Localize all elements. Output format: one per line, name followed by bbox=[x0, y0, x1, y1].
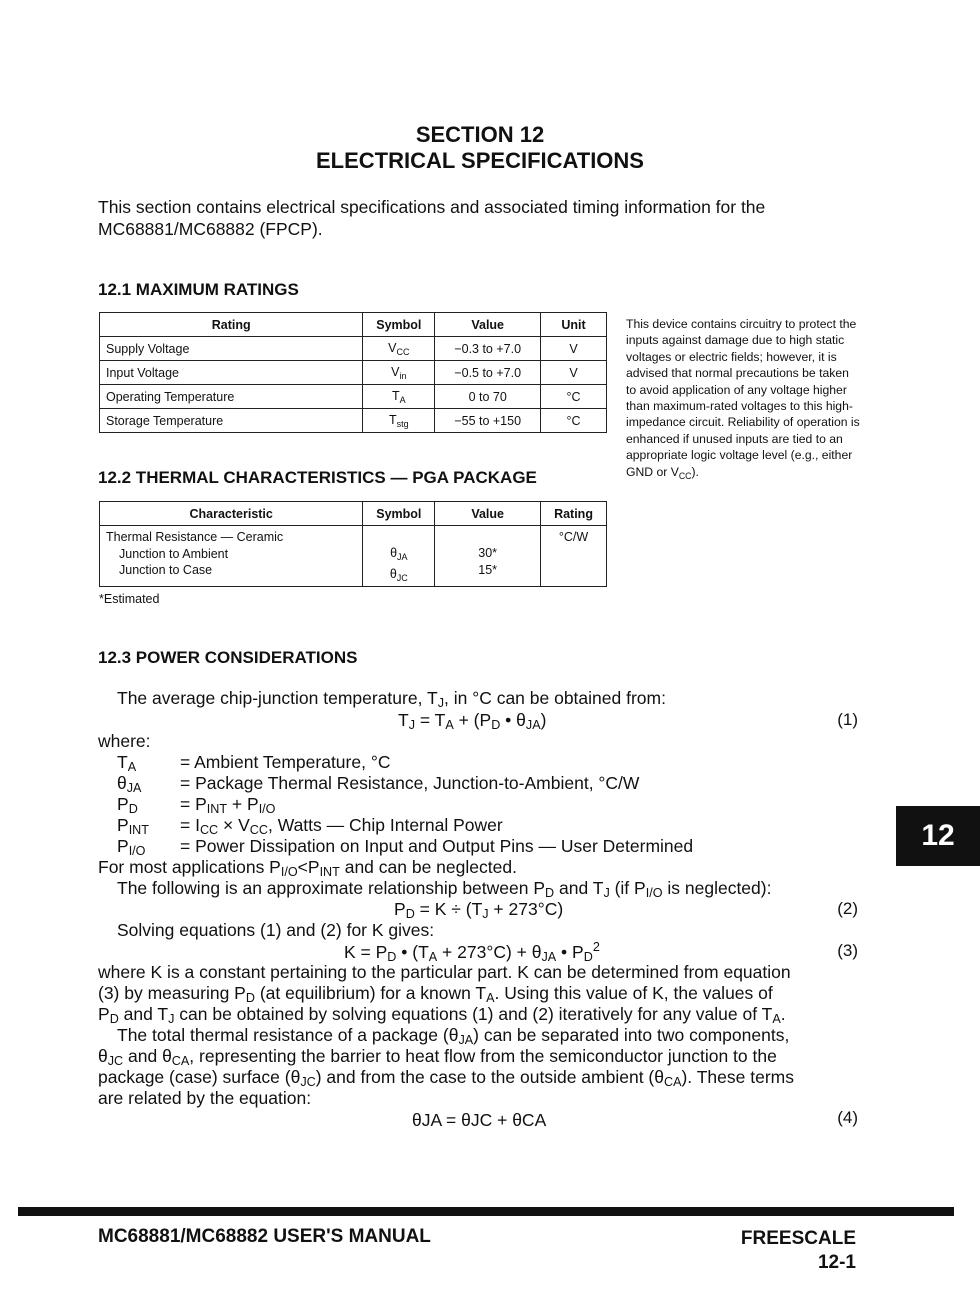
esd-note: This device contains circuitry to protect the inputs against damage due to high static voltages or electric fields; however, it is advised that normal precautions be taken to avoid application of any voltage higher than maximum-rated voltages to this high-impedance circuit. Reliability of operation is enhanced if unused inputs are tied to an appropriate logic voltage level (e.g., either GND or $V_{CC}$). bbox=[626, 317, 860, 481]
table-row bbox=[100, 361, 607, 385]
rating-cell: Storage Temperature bbox=[100, 409, 363, 433]
rating-cell: Supply Voltage bbox=[100, 337, 363, 361]
rating-cell: Operating Temperature bbox=[100, 385, 363, 409]
def-pint: = $I_{CC} \times V_{CC}$, Watts — Chip Internal Power bbox=[180, 815, 503, 837]
thermal-heading: 12.2 THERMAL CHARACTERISTICS — PGA PACKAGE bbox=[98, 468, 537, 487]
thermal-paragraph-line: package (case) surface $(\theta_{JC})$ and from the case to the outside ambient $(\theta_{CA})$. These terms bbox=[98, 1067, 794, 1089]
power-heading: 12.3 POWER CONSIDERATIONS bbox=[98, 648, 358, 667]
equation-2: $P_D = K \div (T_J + 273^\circ C)$ bbox=[394, 899, 564, 921]
intro-paragraph: This section contains electrical specifications and associated timing information for the MC68881/MC68882 (FPCP). bbox=[98, 197, 766, 239]
symbol-cell: $V_{in}$ bbox=[363, 361, 435, 385]
power-intro: The average chip-junction temperature, $T_J$, in °C can be obtained from: bbox=[117, 688, 666, 710]
equation-4: θJA = θJC + θCA bbox=[412, 1110, 547, 1130]
section-title: ELECTRICAL SPECIFICATIONS bbox=[316, 148, 644, 173]
column-header: Characteristic bbox=[100, 502, 363, 526]
thermal-paragraph-line: $\theta_{JC}$ and $\theta_{CA}$, representing the barrier to heat flow from the semiconductor junction to the bbox=[98, 1046, 777, 1068]
equation-number: (1) bbox=[837, 710, 858, 729]
equation-3: $K = P_D$ • $(T_A + 273^\circ C) + \theta_{JA}$ • $P_D^2$ bbox=[344, 940, 600, 964]
rating-cell: °C/W bbox=[541, 526, 607, 587]
var-theta-ja: $\theta_{JA}$ bbox=[117, 773, 142, 795]
column-header: Rating bbox=[100, 313, 363, 337]
page-number: 12-1 bbox=[817, 1252, 856, 1273]
unit-cell: V bbox=[541, 361, 607, 385]
def-pd: = $P_{INT} + P_{I/O}$ bbox=[180, 794, 276, 816]
table-header-row bbox=[100, 502, 607, 526]
column-header: Value bbox=[435, 502, 541, 526]
column-header: Symbol bbox=[363, 313, 435, 337]
footnote: *Estimated bbox=[99, 592, 160, 606]
def-theta-ja: = Package Thermal Resistance, Junction-to-Ambient, °C/W bbox=[180, 773, 640, 793]
footer-brand: FREESCALE bbox=[740, 1228, 856, 1249]
section-number: SECTION 12 bbox=[415, 122, 545, 147]
equation-1: $T_J = T_A + (P_D$ • $\theta_{JA}$) bbox=[398, 710, 547, 732]
table-row bbox=[100, 526, 607, 587]
value-cell: −0.5 to +7.0 bbox=[435, 361, 541, 385]
table-row bbox=[100, 385, 607, 409]
unit-cell: °C bbox=[541, 385, 607, 409]
k-paragraph-line: (3) by measuring $P_D$ (at equilibrium) for a known $T_A$. Using this value of K, the values of bbox=[98, 983, 773, 1005]
def-pio: = Power Dissipation on Input and Output Pins — User Determined bbox=[180, 836, 694, 856]
var-pio: $P_{I/O}$ bbox=[117, 836, 146, 858]
value-cell: −55 to +150 bbox=[435, 409, 541, 433]
k-paragraph-line: $P_D$ and $T_J$ can be obtained by solving equations (1) and (2) iteratively for any value of $T_A$. bbox=[98, 1004, 786, 1026]
rating-cell: Input Voltage bbox=[100, 361, 363, 385]
footer-rule bbox=[18, 1207, 954, 1216]
var-pint: $P_{INT}$ bbox=[117, 815, 149, 837]
k-paragraph-line: where K is a constant pertaining to the particular part. K can be determined from equation bbox=[98, 962, 791, 982]
symbol-cell: $T_{stg}$ bbox=[363, 409, 435, 433]
unit-cell: °C bbox=[541, 409, 607, 433]
max-ratings-heading: 12.1 MAXIMUM RATINGS bbox=[98, 280, 299, 299]
thermal-paragraph-line: The total thermal resistance of a package $(\theta_{JA})$ can be separated into two components, bbox=[117, 1025, 790, 1047]
equation-number: (3) bbox=[837, 941, 858, 960]
def-ta: = Ambient Temperature, °C bbox=[180, 752, 391, 772]
unit-cell: V bbox=[541, 337, 607, 361]
chapter-tab: 12 bbox=[896, 806, 980, 866]
symbol-cell: $\theta_{JA}$ $\theta_{JC}$ bbox=[363, 526, 435, 587]
where-label: where: bbox=[98, 731, 151, 751]
table-row bbox=[100, 337, 607, 361]
max-ratings-table bbox=[99, 312, 607, 433]
column-header: Rating bbox=[541, 502, 607, 526]
symbol-cell: $V_{CC}$ bbox=[363, 337, 435, 361]
var-ta: $T_A$ bbox=[117, 752, 137, 774]
for-most-line: For most applications $P_{I/O}<P_{INT}$ and can be neglected. bbox=[98, 857, 517, 879]
value-cell: −0.3 to +7.0 bbox=[435, 337, 541, 361]
column-header: Value bbox=[435, 313, 541, 337]
value-cell: 0 to 70 bbox=[435, 385, 541, 409]
following-line: The following is an approximate relationship between $P_D$ and $T_J$ (if $P_{I/O}$ is neglected): bbox=[117, 878, 772, 900]
characteristic-cell: Thermal Resistance — Ceramic Junction to Ambient Junction to Case bbox=[100, 526, 363, 587]
table-header-row bbox=[100, 313, 607, 337]
equation-number: (4) bbox=[837, 1108, 858, 1127]
column-header: Symbol bbox=[363, 502, 435, 526]
table-row bbox=[100, 409, 607, 433]
column-header: Unit bbox=[541, 313, 607, 337]
var-pd: $P_D$ bbox=[117, 794, 138, 816]
footer-manual-title: MC68881/MC68882 USER'S MANUAL bbox=[98, 1226, 431, 1247]
solving-line: Solving equations (1) and (2) for K gives: bbox=[117, 920, 435, 940]
value-cell: 30* 15* bbox=[435, 526, 541, 587]
thermal-paragraph-line: are related by the equation: bbox=[98, 1088, 312, 1108]
thermal-table bbox=[99, 501, 607, 587]
equation-number: (2) bbox=[837, 899, 858, 918]
symbol-cell: $T_A$ bbox=[363, 385, 435, 409]
